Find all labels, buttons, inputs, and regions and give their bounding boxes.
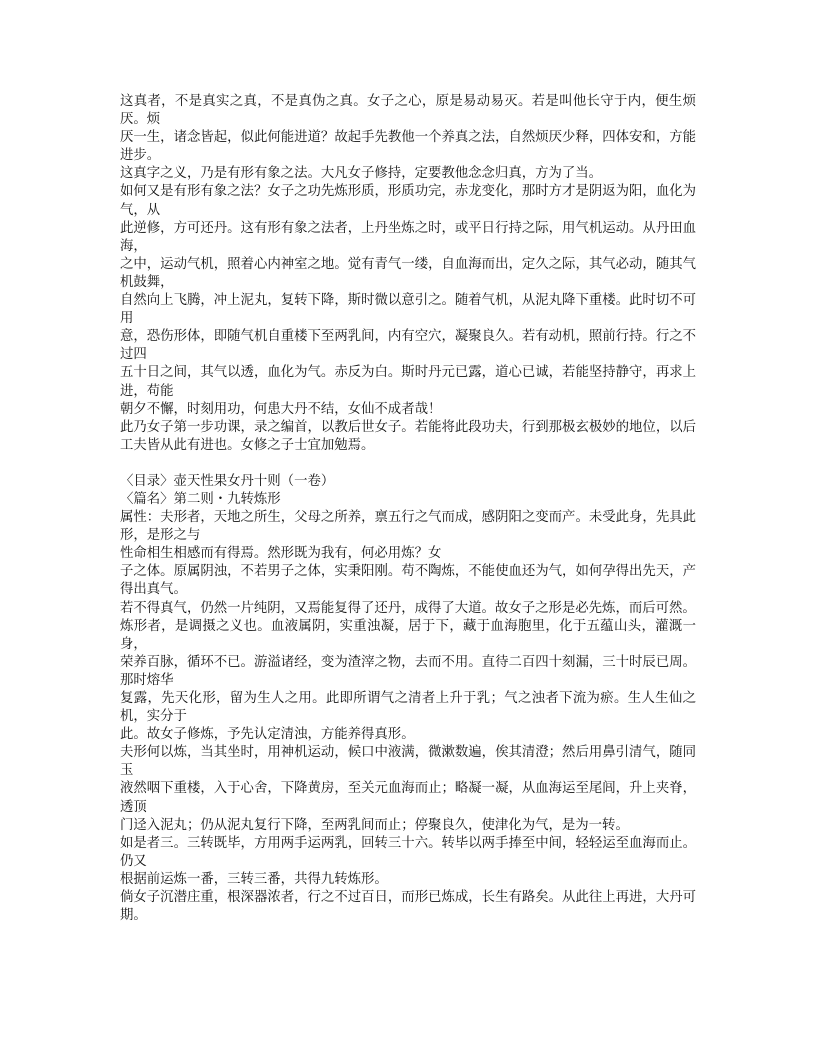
paragraph-line: 这真者，不是真实之真，不是真伪之真。女子之心，原是易动易灭。若是叫他长守于内，便生烦厌。烦 <box>120 94 696 128</box>
paragraph-line: 复露，先天化形，留为生人之用。此即所谓气之清者上升于乳；气之浊者下流为瘀。生人生仙之机，实分于 <box>120 691 696 725</box>
section-one <box>120 93 696 455</box>
section-two <box>120 473 696 925</box>
paragraph-line: 荣养百脉，循环不已。游溢诸经，变为渣滓之物，去而不用。直待二百四十刻漏，三十时辰已周。那时熔华 <box>120 654 696 688</box>
paragraph-line: 子之体。原属阴浊，不若男子之体，实秉阳刚。苟不陶炼，不能使血还为气，如何孕得出先天，产得出真气。 <box>120 564 696 598</box>
chapter-heading: 〈篇名〉第二则・九转炼形 <box>120 491 281 507</box>
paragraph-line: 之中，运动气机，照着心内神室之地。觉有青气一缕，自血海而出，定久之际，其气必动，随其气机鼓舞， <box>120 256 696 290</box>
paragraph-line: 此逆修，方可还丹。这有形有象之法者，上丹坐炼之时，或平日行持之际，用气机运动。从丹田血海， <box>120 220 696 254</box>
paragraph-line: 夫形何以炼，当其坐时，用神机运动，候口中液满，微漱数遍，俟其清澄；然后用鼻引清气，随同玉 <box>120 745 696 779</box>
paragraph-line: 此。故女子修炼，予先认定清浊，方能养得真形。 <box>120 727 415 743</box>
document-page <box>120 93 696 925</box>
paragraph-line: 这真字之义，乃是有形有象之法。大凡女子修持，定要教他念念归真，方为了当。 <box>120 166 603 182</box>
paragraph-line: 此乃女子第一步功课，录之编首，以教后世女子。若能将此段功夫，行到那极玄极妙的地位，以后工夫皆从此有进也。女修之子士宜加勉焉。 <box>120 419 696 453</box>
paragraph-line: 倘女子沉潜庄重，根深器浓者，行之不过百日，而形已炼成，长生有路矣。从此往上再进，大丹可期。 <box>120 890 696 924</box>
paragraph-line: 朝夕不懈，时刻用功，何患大丹不结，女仙不成者哉！ <box>120 401 442 417</box>
paragraph-line: 液然咽下重楼，入于心舍，下降黄房，至关元血海而止；略凝一凝，从血海运至尾闾，升上夹脊，透顶 <box>120 781 696 815</box>
paragraph-line: 自然向上飞腾，冲上泥丸，复转下降，斯时微以意引之。随着气机，从泥丸降下重楼。此时切不可用 <box>120 293 696 327</box>
paragraph-line: 门迳入泥丸；仍从泥丸复行下降，至两乳间而止；停聚良久，使津化为气，是为一转。 <box>120 817 629 833</box>
paragraph-line: 根据前运炼一番，三转三番，共得九转炼形。 <box>120 871 388 887</box>
paragraph-line: 意，恐伤形体，即随气机自重楼下至两乳间，内有空穴，凝聚良久。若有动机，照前行持。行之不过四 <box>120 329 696 363</box>
paragraph-line: 厌一生，诸念皆起，似此何能进道？故起手先教他一个养真之法，自然烦厌少释，四体安和，方能进步。 <box>120 130 696 164</box>
paragraph-line: 若不得真气，仍然一片纯阴，又焉能复得了还丹，成得了大道。故女子之形是必先炼，而后可然。 <box>120 600 696 616</box>
paragraph-line: 炼形者，是调摄之义也。血液属阴，实重浊凝，居于下，藏于血海胞里，化于五蕴山头，灌溉一身， <box>120 618 696 652</box>
paragraph-line: 属性：夫形者，天地之所生，父母之所养，禀五行之气而成，感阴阳之变而产。未受此身，先具此形，是形之与 <box>120 510 696 544</box>
paragraph-line: 如是者三。三转既毕，方用两手运两乳，回转三十六。转毕以两手捧至中间，轻轻运至血海而止。仍又 <box>120 835 696 869</box>
paragraph-line: 五十日之间，其气以透，血化为气。赤反为白。斯时丹元已露，道心已诚，若能坚持静守，再求上进，苟能 <box>120 365 696 399</box>
catalog-heading: 〈目录〉壶天性果女丹十则（一卷） <box>120 473 335 489</box>
paragraph-line: 性命相生相感而有得焉。然形既为我有，何必用炼？女 <box>120 546 442 562</box>
paragraph-line: 如何又是有形有象之法？女子之功先炼形质，形质功完，赤龙变化，那时方才是阴返为阳，血化为气，从 <box>120 184 696 218</box>
section-gap <box>120 455 696 473</box>
